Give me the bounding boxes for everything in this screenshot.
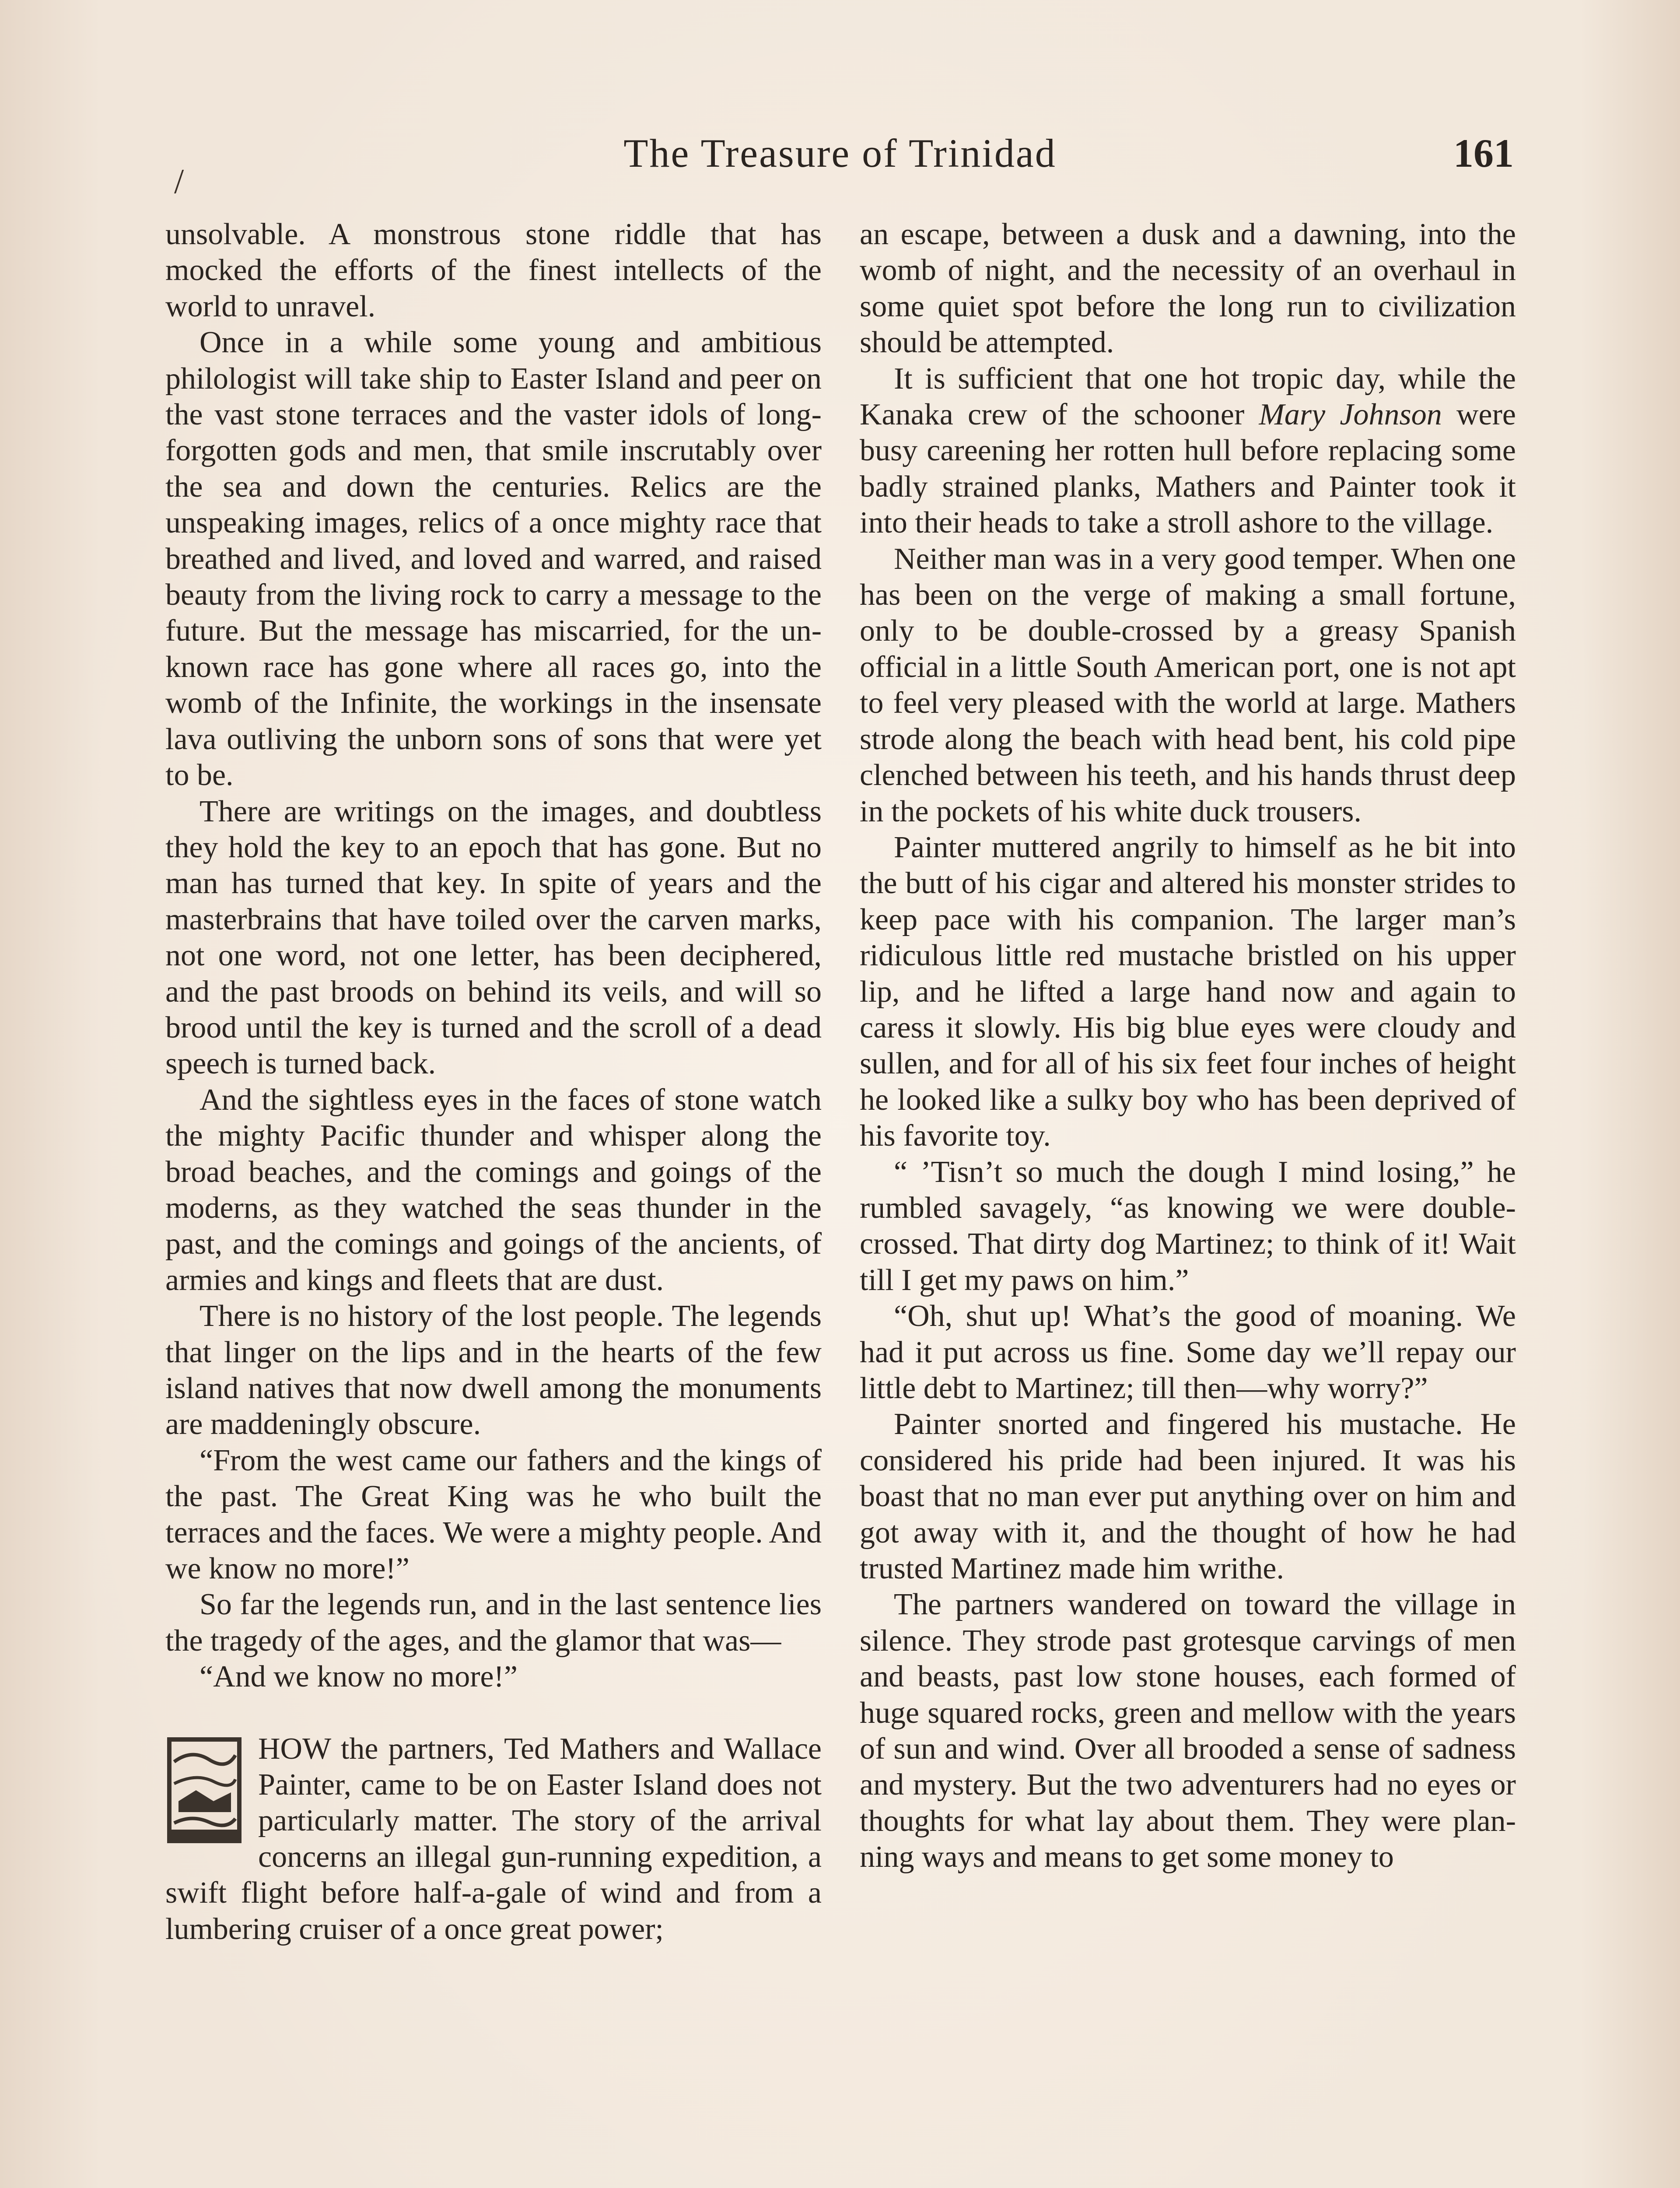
paragraph: “From the west came our fathers and the kings of the past. The Great King was he who built the terraces and the faces. We were a mighty people. And we know no more!”: [165, 1443, 822, 1586]
right-column: [860, 217, 1516, 1876]
left-column: [165, 217, 822, 1947]
paragraph: The partners wandered on toward the village in silence. They strode past grotesque carvings of men and beasts, past low stone houses, each formed of huge squared rocks, green and mellow with the years of sun and wind. Over all brooded a sense of sadness and mystery. But the two adventurers had no eyes or thoughts for what lay about them. They were planning ways and means to get some money to: [860, 1588, 1516, 1874]
paragraph: “And we know no more!”: [200, 1660, 518, 1694]
paragraph: Once in a while some young and ambitious philologist will take ship to Easter Island and peer on the vast stone terraces and the vaster idols of long-forgotten gods and men, that smile inscrutably over the sea and down the centuries. Relics are the unspeaking images, relics of a once mighty race that breathed and lived, and loved and warred, and raised beauty from the living rock to carry a message to the future. But the message has miscarried, for the unknown race has gone where all races go, into the womb of the Infinite, the workings in the insensate lava outliving the unborn sons of sons that were yet to be.: [165, 326, 822, 792]
paragraph: There is no history of the lost people. The legends that linger on the lips and in the hearts of the few island natives that now dwell among the monuments are maddeningly obscure.: [165, 1299, 822, 1441]
text-run: It is sufficient that one hot tropic day, while the Kanaka crew of the schooner: [860, 361, 1516, 432]
ship-name: Mary Johnson: [1259, 398, 1442, 432]
paragraph: unsolvable. A monstrous stone riddle that has mocked the efforts of the finest intellects of the world to unravel.: [165, 217, 822, 323]
running-title: The Treasure of Trinidad: [623, 131, 1057, 175]
paragraph: “ ’Tisn’t so much the dough I mind losing,” he rumbled savagely, “as knowing we were double-crossed. That dirty dog Martinez; to think of it! Wait till I get my paws on him.”: [860, 1155, 1516, 1297]
paragraph: “Oh, shut up! What’s the good of moaning. We had it put across us fine. Some day we’ll repay our little debt to Martinez; till then—why worry?”: [860, 1299, 1516, 1405]
paragraph: [860, 361, 1516, 541]
margin-mark: /: [174, 162, 184, 201]
paragraph: And the sightless eyes in the faces of stone watch the mighty Pacific thunder and whisper along the broad beaches, and the comings and goings of the moderns, as they watched the seas thunder in the past, and the comings and goings of the ancients, of armies and kings and fleets that are dust.: [165, 1083, 822, 1297]
decorative-initial-icon: [165, 1736, 243, 1845]
page-number: 161: [1453, 131, 1514, 175]
paragraph: So far the legends run, and in the last sentence lies the tragedy of the ages, and the glamor that was—: [165, 1588, 822, 1658]
paragraph: Neither man was in a very good temper. When one has been on the verge of making a small fortune, only to be double-crossed by a greasy Spanish official in a little South American port, one is not apt to feel very pleased with the world at large. Mathers strode along the beach with head bent, his cold pipe clenched between his teeth, and his hands thrust deep in the pockets of his white duck trousers.: [860, 542, 1516, 828]
paragraph: Painter muttered angrily to himself as he bit into the butt of his cigar and altered his monster strides to keep pace with his companion. The larger man’s ridiculous little red mustache bristled on his upper lip, and he lifted a large hand now and again to caress it slowly. His big blue eyes were cloudy and sullen, and for all of his six feet four inches of height he looked like a sulky boy who has been deprived of his favorite toy.: [860, 830, 1516, 1153]
paragraph: an escape, between a dusk and a dawning, into the womb of night, and the necessity of an overhaul in some quiet spot before the long run to civilization should be attempted.: [860, 217, 1516, 360]
paragraph: There are writings on the images, and doubtless they hold the key to an epoch that has gone. But no man has turned that key. In spite of years and the masterbrains that have toiled over the carven marks, not one word, not one letter, has been deciphered, and the past broods on behind its veils, and will so brood until the key is turned and the scroll of a dead speech is turned back.: [165, 794, 822, 1081]
section-break: [165, 1695, 822, 1731]
paragraph: HOW the partners, Ted Mathers and Wallace Painter, came to be on Easter Island does not particularly matter. The story of the arrival concerns an illegal gun-running expedition, a swift flight before half-a-gale of wind and from a lumbering cruiser of a once great power;: [165, 1732, 822, 1946]
running-head: [166, 127, 1514, 179]
paragraph: Painter snorted and fingered his mustache. He considered his pride had been injured. It was his boast that no man ever put anything over on him and got away with it, and the thought of how he had trusted Martinez made him writhe.: [860, 1407, 1516, 1586]
text-run: were busy careening her rotten hull before replacing some badly strained planks, Mathers and Painter took it into their heads to take a stroll ashore to the village.: [860, 398, 1516, 540]
